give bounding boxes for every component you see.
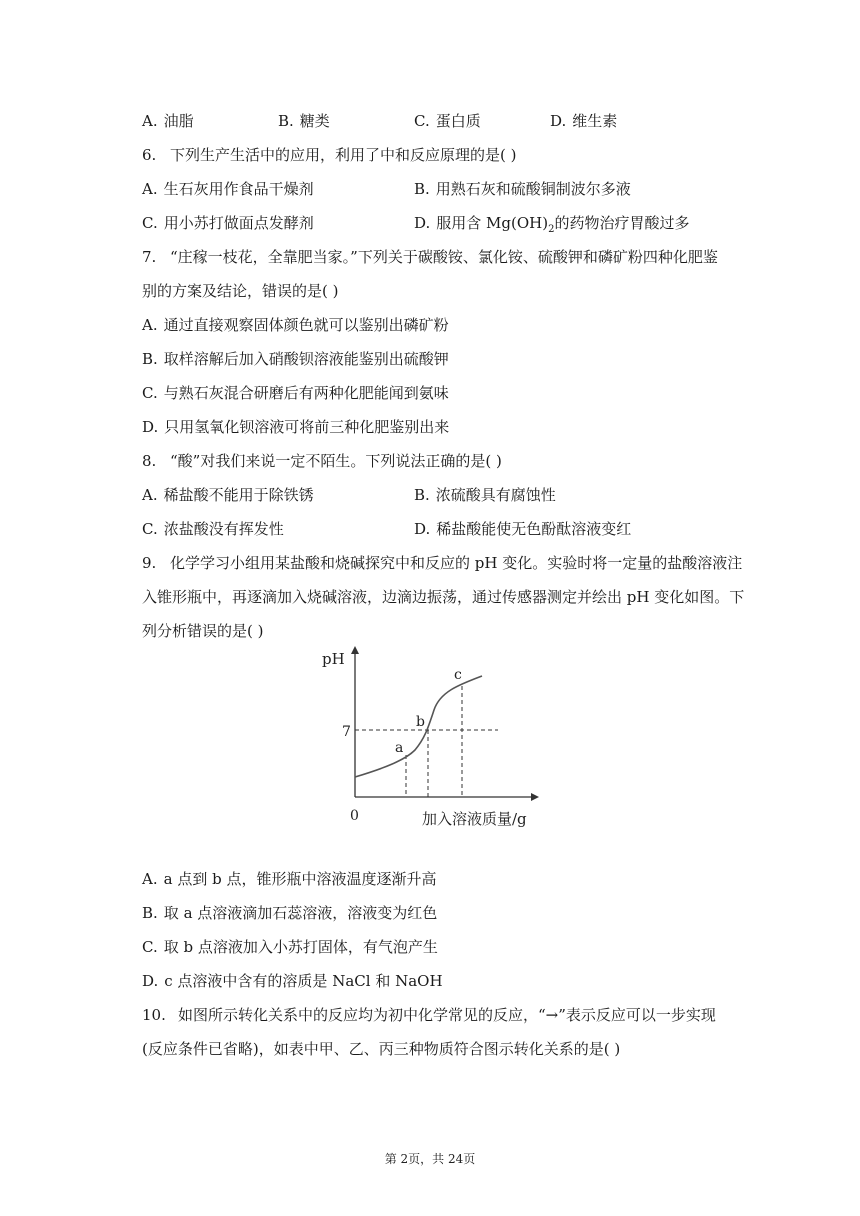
- q6-stem: 6. 下列生产生活中的应用，利用了中和反应原理的是( ): [142, 146, 517, 164]
- q9-stem-line2: 入锥形瓶中，再逐滴加入烧碱溶液，边滴边振荡，通过传感器测定并绘出 pH 变化如图。下: [142, 588, 745, 606]
- q6-option-d: D. 服用含 $Mg(OH)_2$的药物治疗胃酸过多: [414, 214, 690, 235]
- q8-stem: 8. “酸”对我们来说一定不陌生。下列说法正确的是( ): [142, 452, 502, 470]
- q5-option-a: A. 油脂: [142, 112, 194, 130]
- page-footer: 第 2页，共 24页: [384, 1152, 476, 1166]
- q9-stem-line3: 列分析错误的是( ): [142, 622, 264, 640]
- q8-option-a: A. 稀盐酸不能用于除铁锈: [142, 486, 314, 504]
- point-c-label: c: [454, 667, 462, 683]
- q8-option-d: D. 稀盐酸能使无色酚酞溶液变红: [414, 520, 632, 538]
- q8-option-c: C. 浓盐酸没有挥发性: [142, 520, 284, 538]
- q5-option-b: B. 糖类: [278, 112, 330, 130]
- q7-stem-line1: 7. “庄稼一枝花，全靠肥当家。”下列关于碳酸铵、氯化铵、硫酸钾和磷矿粉四种化肥鉴: [142, 248, 718, 266]
- q7-option-b: B. 取样溶解后加入硝酸钡溶液能鉴别出硫酸钾: [142, 350, 449, 368]
- q6-option-c: C. 用小苏打做面点发酵剂: [142, 214, 314, 232]
- q7-stem-line2: 别的方案及结论，错误的是( ): [142, 282, 339, 300]
- q9-option-d: D. c 点溶液中含有的溶质是 NaCl 和 NaOH: [142, 972, 443, 990]
- q6-option-a: A. 生石灰用作食品干燥剂: [142, 180, 314, 198]
- q9-option-b: B. 取 a 点溶液滴加石蕊溶液，溶液变为红色: [142, 904, 438, 922]
- q6-option-b: B. 用熟石灰和硫酸铜制波尔多液: [414, 180, 631, 198]
- q9-option-a: A. a 点到 b 点，锥形瓶中溶液温度逐渐升高: [142, 870, 437, 888]
- q9-stem-line1: 9. 化学学习小组用某盐酸和烧碱探究中和反应的 pH 变化。实验时将一定量的盐酸溶液注: [142, 554, 743, 572]
- q10-stem-line1: 10. 如图所示转化关系中的反应均为初中化学常见的反应，“→”表示反应可以一步实现: [142, 1006, 716, 1024]
- q7-option-d: D. 只用氢氧化钡溶液可将前三种化肥鉴别出来: [142, 418, 450, 436]
- q5-option-c: C. 蛋白质: [414, 112, 481, 130]
- q5-option-d: D. 维生素: [550, 112, 618, 130]
- q10-stem-line2: (反应条件已省略)，如表中甲、乙、丙三种物质符合图示转化关系的是( ): [142, 1040, 621, 1058]
- q9-option-c: C. 取 b 点溶液加入小苏打固体，有气泡产生: [142, 938, 438, 956]
- q7-option-c: C. 与熟石灰混合研磨后有两种化肥能闻到氨味: [142, 384, 449, 402]
- y-axis-label: pH: [322, 650, 345, 668]
- y-tick-label-7: 7: [342, 724, 351, 740]
- point-b-label: b: [416, 714, 425, 730]
- q8-option-b: B. 浓硫酸具有腐蚀性: [414, 486, 556, 504]
- ph-curve-chart: [300, 640, 560, 840]
- x-axis-label: 加入溶液质量/g: [422, 810, 527, 828]
- point-a-label: a: [395, 740, 404, 756]
- q7-option-a: A. 通过直接观察固体颜色就可以鉴别出磷矿粉: [142, 316, 449, 334]
- origin-label: 0: [350, 808, 359, 824]
